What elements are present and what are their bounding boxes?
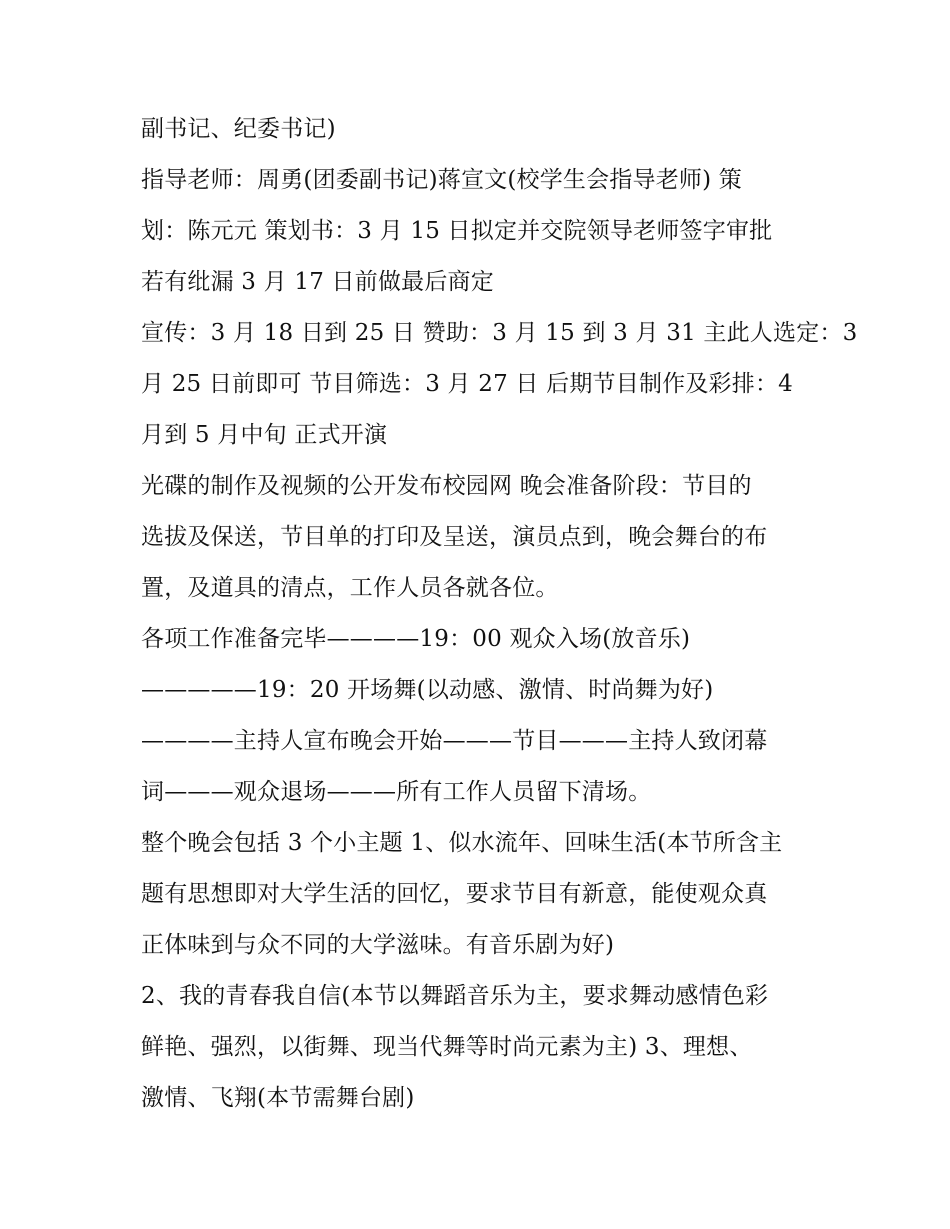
text-line: 题有思想即对大学生活的回忆，要求节目有新意，能使观众真 — [141, 881, 768, 907]
text-line: 2、我的青春我自信(本节以舞蹈音乐为主，要求舞动感情色彩 — [141, 983, 769, 1009]
text-line: 选拔及保送，节目单的打印及呈送，演员点到，晚会舞台的布 — [141, 524, 768, 550]
text-line: —————19：20 开场舞(以动感、激情、时尚舞为好) — [141, 677, 714, 703]
text-line: 若有纰漏 3 月 17 日前做最后商定 — [141, 269, 494, 295]
text-line: 激情、飞翔(本节需舞台剧) — [141, 1085, 415, 1111]
text-line: 月到 5 月中旬 正式开演 — [141, 422, 388, 448]
text-line: 光碟的制作及视频的公开发布校园网 晚会准备阶段：节目的 — [141, 473, 752, 499]
text-line: 划：陈元元 策划书：3 月 15 日拟定并交院领导老师签字审批 — [141, 218, 773, 244]
text-line: 各项工作准备完毕————19：00 观众入场(放音乐) — [141, 626, 691, 652]
text-line: 词———观众退场———所有工作人员留下清场。 — [141, 779, 652, 805]
text-line: ————主持人宣布晚会开始———节目———主持人致闭幕 — [141, 728, 768, 754]
text-line: 整个晚会包括 3 个小主题 1、似水流年、回味生活(本节所含主 — [141, 830, 783, 856]
text-line: 置，及道具的清点，工作人员各就各位。 — [141, 575, 559, 601]
text-line: 正体味到与众不同的大学滋味。有音乐剧为好) — [141, 932, 615, 958]
text-line: 月 25 日前即可 节目筛选：3 月 27 日 后期节目制作及彩排：4 — [141, 371, 793, 397]
text-line: 指导老师：周勇(团委副书记)蒋宣文(校学生会指导老师) 策 — [141, 167, 743, 193]
text-line: 副书记、纪委书记) — [141, 116, 336, 142]
text-line: 鲜艳、强烈，以街舞、现当代舞等时尚元素为主) 3、理想、 — [141, 1034, 753, 1060]
text-line: 宣传：3 月 18 日到 25 日 赞助：3 月 15 到 3 月 31 主此人选定：3 — [141, 320, 858, 346]
document-body — [141, 104, 858, 1124]
